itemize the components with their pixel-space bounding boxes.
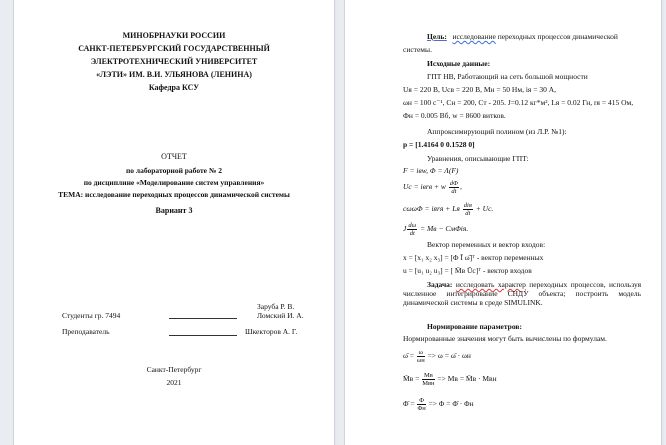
theme-line: ТЕМА: исследование переходных процессов динамической системы xyxy=(58,190,290,199)
norm-moment-fraction xyxy=(422,372,434,387)
equation-4-den: dt xyxy=(409,230,415,237)
initial-data-label: Исходные данные: xyxy=(427,59,491,68)
norm-flux-right: => Φ = Φ̄ · Φн xyxy=(428,399,474,409)
params-line-2: ωн = 100 с⁻¹, Cн = 200, Cт - 205. J=0.12 кг*м², Lя = 0.02 Гн, rя = 415 Ом, xyxy=(403,98,634,107)
task-paragraph xyxy=(403,280,641,307)
student-name-1: Заруба Р. В. xyxy=(257,302,295,311)
university-line-1: САНКТ-ПЕТЕРБУРГСКИЙ ГОСУДАРСТВЕННЫЙ xyxy=(78,44,270,53)
university-line-2: ЭЛЕКТРОТЕХНИЧЕСКИЙ УНИВЕРСИТЕТ xyxy=(90,57,258,66)
norm-moment-num: Mв xyxy=(423,372,433,379)
goal-line-2: системы. xyxy=(403,45,432,54)
norm-flux-left: Φ̄ = xyxy=(403,399,415,409)
equation-3-num: diя xyxy=(463,202,472,209)
norm-omega-left: ω̄ = xyxy=(403,351,415,361)
gpt-line: ГПТ НВ, Работающий на сеть большой мощности xyxy=(427,72,588,81)
norm-formula-moment xyxy=(403,372,497,387)
norm-flux-fraction xyxy=(417,397,425,412)
norm-omega-right: => ω = ω̄ · ωн xyxy=(427,351,471,361)
teacher-signature-line xyxy=(169,335,237,336)
norm-moment-left: M̄в = xyxy=(403,374,420,384)
normalization-label: Нормирование параметров: xyxy=(427,322,522,331)
university-line-3: «ЛЭТИ» ИМ. В.И. УЛЬЯНОВА (ЛЕНИНА) xyxy=(96,70,252,79)
norm-formula-omega xyxy=(403,349,471,364)
equation-4-left: J xyxy=(403,224,407,234)
norm-flux-num: Φ xyxy=(419,397,424,404)
equation-3-left: cωωΦ = iяrя + Lя xyxy=(403,204,460,214)
teacher-name: Шкекторов А. Г. xyxy=(245,327,298,336)
norm-moment-den: Mвн xyxy=(422,380,435,387)
goal-rest: переходных процессов динамической xyxy=(497,32,618,41)
equation-2 xyxy=(403,180,462,195)
equations-label: Уравнения, описывающие ГПТ: xyxy=(427,154,529,163)
equation-4-right: = Mв − CмΦiя. xyxy=(420,224,469,234)
report-title: ОТЧЕТ xyxy=(161,152,187,161)
ministry-line: МИНОБРНАУКИ РОССИИ xyxy=(122,31,226,40)
task-underlined: исследовать характер xyxy=(455,280,526,289)
equation-2-left: Uс = iвrв + w xyxy=(403,182,446,192)
normalization-text: Нормированные значения могут быть вычислены по формулам. xyxy=(403,334,607,343)
polynomial-line: p = [1.4164 0 0.1528 0] xyxy=(403,140,475,149)
norm-omega-fraction xyxy=(417,349,425,364)
student-name-2: Ломский И. А. xyxy=(257,311,304,320)
equation-3-den: dt xyxy=(465,210,471,217)
equation-2-den: dt xyxy=(451,188,457,195)
params-line-1: Uя = 220 В, Uсв = 220 В, Mн = 50 Нм, iя = 30 А, xyxy=(403,85,556,94)
equation-3 xyxy=(403,202,493,217)
equation-3-fraction xyxy=(463,202,473,217)
goal-label: Цель: xyxy=(427,32,447,41)
equation-4-fraction xyxy=(407,222,417,237)
params-line-3: Фн = 0.005 Вб, w = 8600 витков. xyxy=(403,111,506,120)
norm-flux-den: Φн xyxy=(417,405,426,412)
city-line: Санкт-Петербург xyxy=(146,365,202,374)
title-page xyxy=(14,0,334,445)
equation-4 xyxy=(403,222,468,237)
goal-word: исследование xyxy=(452,32,496,41)
content-page xyxy=(345,0,661,445)
norm-omega-den: ωн xyxy=(416,357,425,364)
goal-line xyxy=(427,32,618,41)
task-text: переходных процессов, используя численное интегрирование СНДУ объекта; построить модель динамической системы в среде SIMULINK. xyxy=(403,280,642,307)
variant-line: Вариант 3 xyxy=(155,206,193,215)
task-label: Задача: xyxy=(427,280,453,289)
equation-1: F = iвw, Φ = Λ(F) xyxy=(403,166,459,175)
x-vector-line: x = [x₁ x₂ x₃] = [Φ Ī ω̄]ᵀ - вектор переменных xyxy=(403,253,544,262)
student-signature-line xyxy=(169,318,237,319)
approx-label: Аппроксимирующий полином (из Л.Р. №1): xyxy=(427,127,567,136)
students-label: Студенты гр. 7494 xyxy=(62,311,121,320)
norm-moment-right: => Mв = M̄в · Mвн xyxy=(437,374,497,384)
lab-line: по лабораторной работе № 2 xyxy=(125,166,223,175)
department-line: Кафедра КСУ xyxy=(148,83,200,92)
norm-formula-flux xyxy=(403,397,474,412)
equation-4-num: dω xyxy=(408,222,417,229)
equation-2-right: , xyxy=(459,182,462,192)
equation-2-fraction xyxy=(449,180,459,195)
discipline-line: по дисциплине «Моделирование систем управления» xyxy=(83,178,265,187)
year-line: 2021 xyxy=(166,378,182,387)
norm-omega-num: ω xyxy=(418,349,423,356)
equation-2-num: dΦ xyxy=(449,180,458,187)
vectors-label: Вектор переменных и вектор входов: xyxy=(427,240,546,249)
u-vector-line: u = [u₁ u₂ u₃] = [ M̄в Ūс]ᵀ - вектор входов xyxy=(403,266,532,275)
equation-3-right: + Uс. xyxy=(475,204,494,214)
teacher-label: Преподаватель xyxy=(62,327,110,336)
